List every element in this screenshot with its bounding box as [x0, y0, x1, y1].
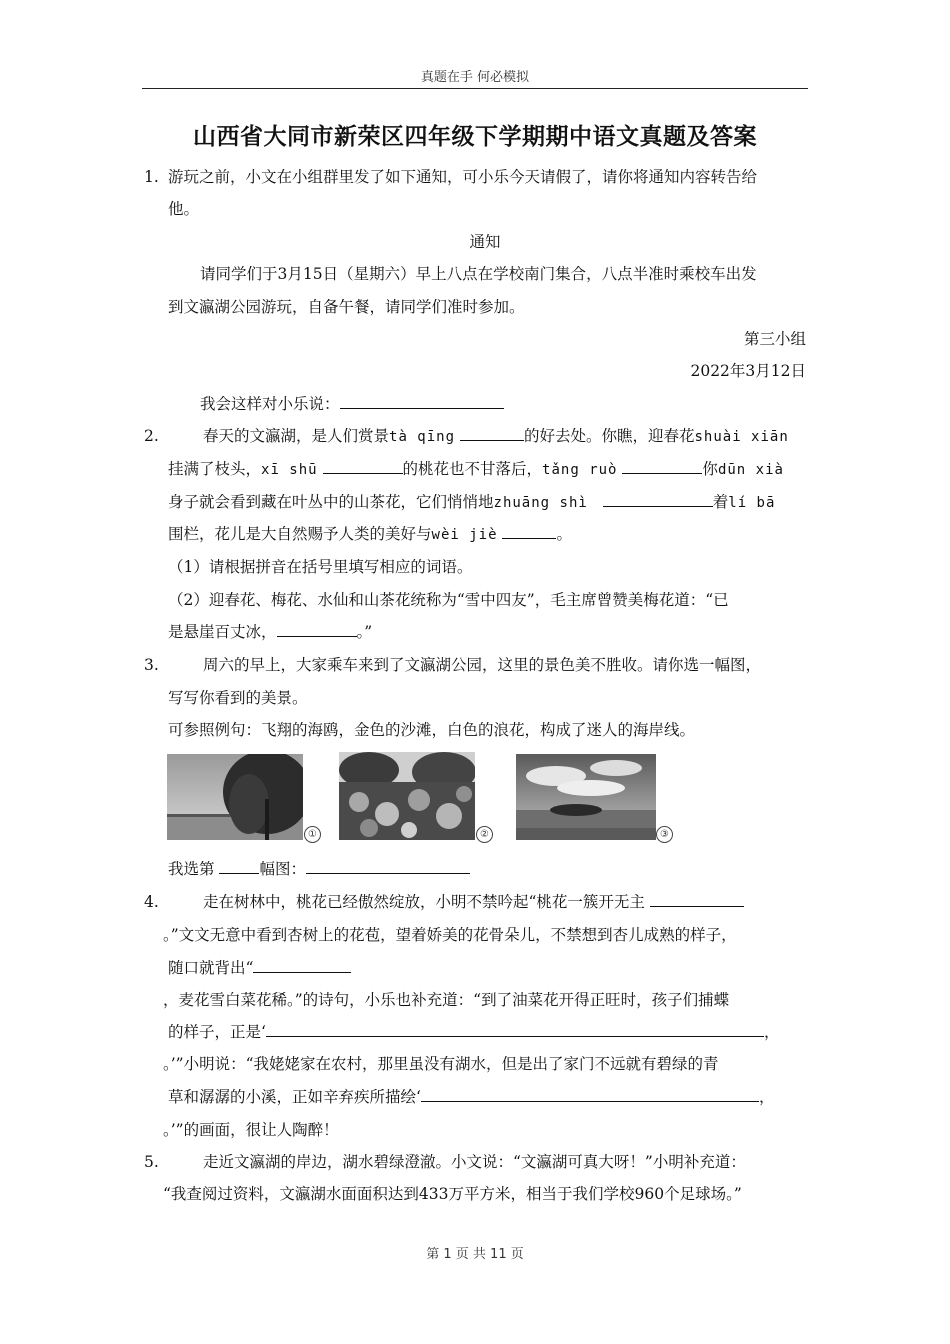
q2-l2-text-b: 的桃花也不甘落后， [402, 460, 543, 478]
q3-choice-number-blank[interactable] [219, 859, 259, 874]
photo-label-3: ③ [656, 826, 673, 843]
q2-pinyin-xishu: xī shū [261, 462, 318, 478]
q2-blank-zhuangshi[interactable] [603, 492, 713, 507]
q2-blank-tangruo[interactable] [622, 459, 702, 474]
q4-blank-1[interactable] [650, 892, 744, 907]
notice-line2: 到文瀛湖公园游玩，自备午餐，请同学们准时参加。 [168, 298, 525, 316]
q4-line5-a: 的样子，正是‘ [168, 1023, 266, 1041]
q4-line5-b: ， [763, 1023, 780, 1041]
q2-sub2-text-a: 是悬崖百丈冰， [168, 623, 277, 641]
q2-pinyin-weijie: wèi jiè [431, 527, 498, 543]
q2-l1-text-a: 春天的文瀛湖，是人们赏景 [203, 427, 390, 445]
photo-flower-garden-image [339, 752, 475, 840]
q2-l2-text-c: 你 [702, 460, 718, 478]
q3-answer-blank[interactable] [306, 859, 470, 874]
q4-line6: 。’”小明说：“我姥姥家在农村，那里虽没有湖水，但是出了家门不远就有碧绿的青 [163, 1055, 719, 1073]
q2-pinyin-dunxia: dūn xià [717, 462, 784, 478]
question-number-2: 2. [144, 427, 159, 445]
page-header-slogan: 真题在手 何必模拟 [420, 70, 530, 85]
q5-line1: 走近文瀛湖的岸边，湖水碧绿澄澈。小文说：“文瀛湖可真大呀！”小明补充道： [203, 1153, 746, 1171]
q4-line3: 随口就背出“ [168, 959, 254, 977]
photo-lake-island-image [516, 754, 656, 840]
q4-line2: 。”文文无意中看到杏树上的花苞，望着娇美的花骨朵儿，不禁想到杏儿成熟的样子， [163, 926, 737, 944]
q1-prompt: 我会这样对小乐说： [200, 395, 340, 413]
q2-pinyin-zhuangshi: zhuāng shì [493, 495, 588, 511]
photo-flower-garden [339, 752, 475, 840]
photo-willow-lake [167, 754, 303, 840]
q2-sub1: （1）请根据拼音在括号里填写相应的词语。 [168, 558, 473, 576]
q2-sub2-line1: （2）迎春花、梅花、水仙和山茶花统称为“雪中四友”，毛主席曾赞美梅花道：“已 [168, 591, 729, 609]
q3-text-line1: 周六的早上，大家乘车来到了文瀛湖公园，这里的景色美不胜收。请你选一幅图， [203, 656, 762, 674]
q2-l3-text-a: 身子就会看到藏在叶丛中的山茶花，它们悄悄地 [168, 493, 494, 511]
q2-pinyin-taqing: tà qīng [389, 429, 456, 445]
q4-line8: 。’”的画面，很让人陶醉！ [163, 1121, 339, 1139]
q3-example: 可参照例句：飞翔的海鸥，金色的沙滩，白色的浪花，构成了迷人的海岸线。 [168, 721, 696, 739]
q2-l1-text-b: 的好去处。你瞧，迎春花 [523, 427, 695, 445]
notice-title: 通知 [469, 233, 501, 251]
question-number-3: 3. [144, 656, 159, 674]
q5-line2: “我查阅过资料，文瀛湖水面面积达到433万平方米，相当于我们学校960个足球场。” [163, 1185, 742, 1203]
q2-blank-weijie[interactable] [502, 524, 556, 539]
q1-text-line1: 游玩之前，小文在小组群里发了如下通知，可小乐今天请假了，请你将通知内容转告给 [168, 168, 758, 186]
q2-pinyin-tangruo: tǎng ruò [542, 462, 618, 478]
q1-answer-blank[interactable] [340, 394, 504, 409]
q2-l3-text-b: 着 [712, 493, 729, 511]
q2-pinyin-shuaixian: shuài xiān [694, 429, 789, 445]
q2-pinyin-liba: lí bā [728, 495, 776, 511]
question-number-5: 5. [144, 1153, 159, 1171]
q2-l4-text-b: 。 [556, 525, 572, 543]
q2-l2-text-a: 挂满了枝头， [168, 460, 262, 478]
notice-date: 2022年3月12日 [690, 362, 806, 380]
question-number-1: 1. [144, 168, 159, 186]
photo-willow-lake-image [167, 754, 303, 840]
notice-line1: 请同学们于3月15日（星期六）早上八点在学校南门集合，八点半准时乘校车出发 [200, 265, 757, 283]
q3-choice-text-a: 我选第 [168, 860, 215, 878]
q4-line7-a: 草和潺潺的小溪，正如辛弃疾所描绘‘ [168, 1088, 421, 1106]
q4-line7-b: ， [758, 1088, 775, 1106]
q2-blank-taqing[interactable] [460, 426, 524, 441]
photo-lake-island [516, 754, 656, 840]
photo-label-2: ② [476, 826, 493, 843]
q2-l4-text-a: 围栏，花儿是大自然赐予人类的美好与 [168, 525, 432, 543]
q2-blank-xishu[interactable] [323, 459, 403, 474]
q1-text-line2: 他。 [168, 200, 200, 218]
q2-sub2-blank[interactable] [277, 622, 357, 637]
q3-text-line2: 写写你看到的美景。 [168, 689, 308, 707]
q3-choice-text-b: 幅图： [259, 860, 306, 878]
page-number-footer: 第 1 页 共 11 页 [426, 1247, 524, 1262]
notice-signature: 第三小组 [743, 330, 806, 348]
q4-line4: ，麦花雪白菜花稀。”的诗句，小乐也补充道：“到了油菜花开得正旺时，孩子们捕蝶 [163, 991, 730, 1009]
header-divider [142, 88, 808, 89]
q4-line1: 走在树林中，桃花已经傲然绽放，小明不禁吟起“桃花一簇开无主 [203, 893, 645, 911]
photo-label-1: ① [304, 826, 321, 843]
q4-blank-4[interactable] [421, 1087, 759, 1102]
question-number-4: 4. [144, 893, 159, 911]
q4-blank-2[interactable] [253, 958, 351, 973]
q4-blank-3[interactable] [266, 1022, 764, 1037]
q2-sub2-text-b: 。” [356, 623, 373, 641]
document-title: 山西省大同市新荣区四年级下学期期中语文真题及答案 [193, 124, 757, 150]
